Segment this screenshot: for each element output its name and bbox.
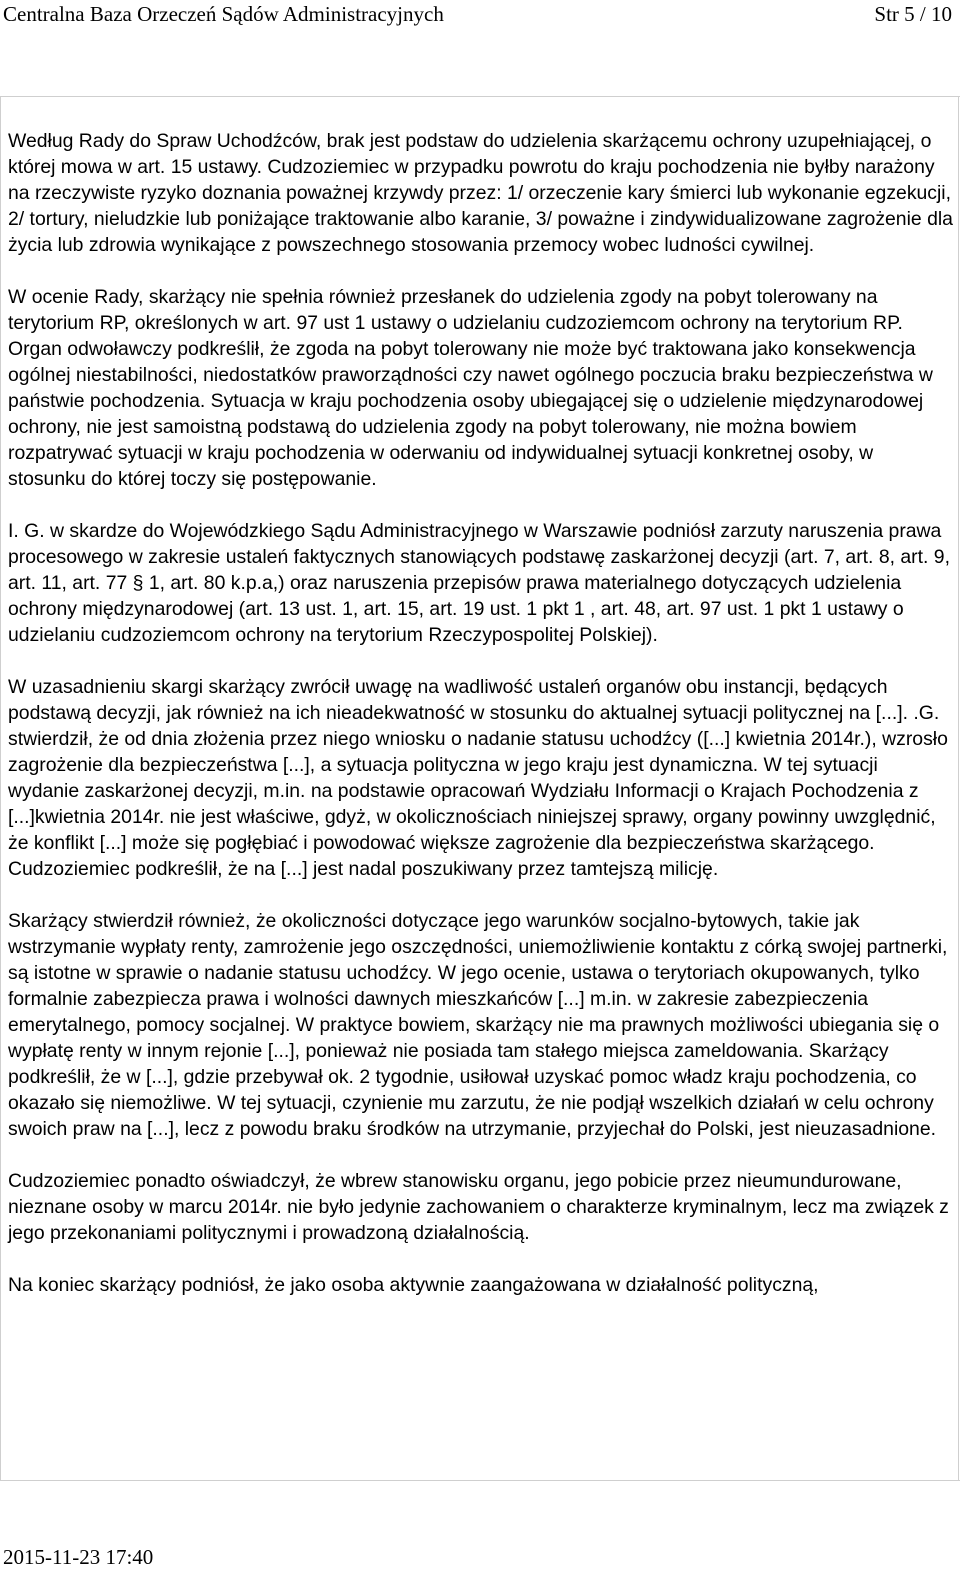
- page-number: Str 5 / 10: [874, 2, 952, 26]
- content-frame-left-border: [0, 96, 1, 1481]
- paragraph-complaint-justification: W uzasadnieniu skargi skarżący zwrócił uwagę na wadliwość ustaleń organów obu instancji, będących podstawą decyzji, jak również na ich nieadekwatność w stosunku do aktualnej sytuacji politycznej na [...]. .G. stwierdził, że od dnia złożenia przez niego wniosku o nadanie statusu uchodźcy ([...] kwietnia 2014r.), wzrosło zagrożenie dla bezpieczeństwa [...], a sytuacja polityczna w jego kraju jest dynamiczna. W tej sytuacji wydanie zaskarżonej decyzji, m.in. na podstawie opracowań Wydziału Informacji o Krajach Pochodzenia z [...]kwietnia 2014r. nie jest właściwe, gdyż, w okolicznościach niniejszej sprawy, organy powinny uwzględnić, że konflikt [...] może się pogłębiać i powodować większe zagrożenie dla bezpieczeństwa skarżącego. Cudzoziemiec podkreślił, że na [...] jest nadal poszukiwany przez tamtejszą milicję.: [8, 676, 948, 880]
- print-timestamp: 2015-11-23 17:40: [3, 1545, 154, 1569]
- page-header: [0, 0, 960, 30]
- paragraph-political-activity: Na koniec skarżący podniósł, że jako osoba aktywnie zaangażowana w działalność polityczną,: [8, 1274, 819, 1296]
- paragraph-assault-statement: Cudzoziemiec ponadto oświadczył, że wbrew stanowisku organu, jego pobicie przez nieumundurowane, nieznane osoby w marcu 2014r. nie było jedynie zachowaniem o charakterze kryminalnym, lecz ma związek z jego przekonaniami politycznymi i prowadzoną działalnością.: [8, 1170, 949, 1244]
- judgment-text: [8, 128, 953, 1324]
- paragraph-refugee-council-opinion: Według Rady do Spraw Uchodźców, brak jest podstaw do udzielenia skarżącemu ochrony uzupełniającej, o której mowa w art. 15 ustawy. Cudzoziemiec w przypadku powrotu do kraju pochodzenia nie byłby narażony na rzeczywiste ryzyko doznania poważnej krzywdy przez: 1/ orzeczenie kary śmierci lub wykonanie egzekucji, 2/ tortury, nieludzkie lub poniżające traktowanie albo karanie, 3/ poważne i zindywidualizowane zagrożenie dla życia lub zdrowia wynikające z powszechnego stosowania przemocy wobec ludności cywilnej.: [8, 130, 953, 256]
- paragraph-tolerated-stay-assessment: W ocenie Rady, skarżący nie spełnia również przesłanek do udzielenia zgody na pobyt tolerowany na terytorium RP, określonych w art. 97 ust 1 ustawy o udzielaniu cudzoziemcom ochrony na terytorium RP. Organ odwoławczy podkreślił, że zgoda na pobyt tolerowany nie może być traktowana jako konsekwencja ogólnej niestabilności, niedostatków praworządności czy nawet ogólnego poczucia braku bezpieczeństwa w państwie pochodzenia. Sytuacja w kraju pochodzenia osoby ubiegającej się o udzielenie międzynarodowej ochrony, nie jest samoistną podstawą do udzielenia zgody na pobyt tolerowany, nie można bowiem rozpatrywać sytuacji w kraju pochodzenia w oderwaniu od indywidualnej sytuacji konkretnej osoby, w stosunku do której toczy się postępowanie.: [8, 286, 933, 490]
- paragraph-social-living-conditions: Skarżący stwierdził również, że okoliczności dotyczące jego warunków socjalno-bytowych, takie jak wstrzymanie wypłaty renty, zamrożenie jego oszczędności, uniemożliwienie kontaktu z córką swojej partnerki, są istotne w sprawie o nadanie statusu uchodźcy. W jego ocenie, ustawa o terytoriach okupowanych, tylko formalnie zabezpiecza prawa i wolności dawnych mieszkańców [...] m.in. w zakresie zabezpieczenia emerytalnego, pomocy socjalnej. W praktyce bowiem, skarżący nie ma prawnych możliwości ubiegania się o wypłatę renty w innym rejonie [...], ponieważ nie posiada tam stałego miejsca zameldowania. Skarżący podkreślił, że w [...], gdzie przebywał ok. 2 tygodnie, usiłował uzyskać pomoc władz kraju pochodzenia, co okazało się niemożliwe. W tej sytuacji, czynienie mu zarzutu, że nie podjął wszelkich działań w celu ochrony swoich praw na [...], lecz z powodu braku środków na utrzymanie, przyjechał do Polski, jest nieuzasadnione.: [8, 910, 948, 1140]
- document-source-title: Centralna Baza Orzeczeń Sądów Administracyjnych: [3, 2, 444, 26]
- content-frame-right-border: [958, 96, 959, 1481]
- paragraph-complaint-charges: I. G. w skardze do Wojewódzkiego Sądu Administracyjnego w Warszawie podniósł zarzuty naruszenia prawa procesowego w zakresie ustaleń faktycznych stanowiących podstawę zaskarżonej decyzji (art. 7, art. 8, art. 9, art. 11, art. 77 § 1, art. 80 k.p.a,) oraz naruszenia przepisów prawa materialnego dotyczących udzielenia ochrony międzynarodowej (art. 13 ust. 1, art. 15, art. 19 ust. 1 pkt 1 , art. 48, art. 97 ust. 1 pkt 1 ustawy o udzielaniu cudzoziemcom ochrony na terytorium Rzeczypospolitej Polskiej).: [8, 520, 950, 646]
- content-frame-bottom-border: [0, 1480, 960, 1481]
- content-frame-top-border: [0, 96, 960, 97]
